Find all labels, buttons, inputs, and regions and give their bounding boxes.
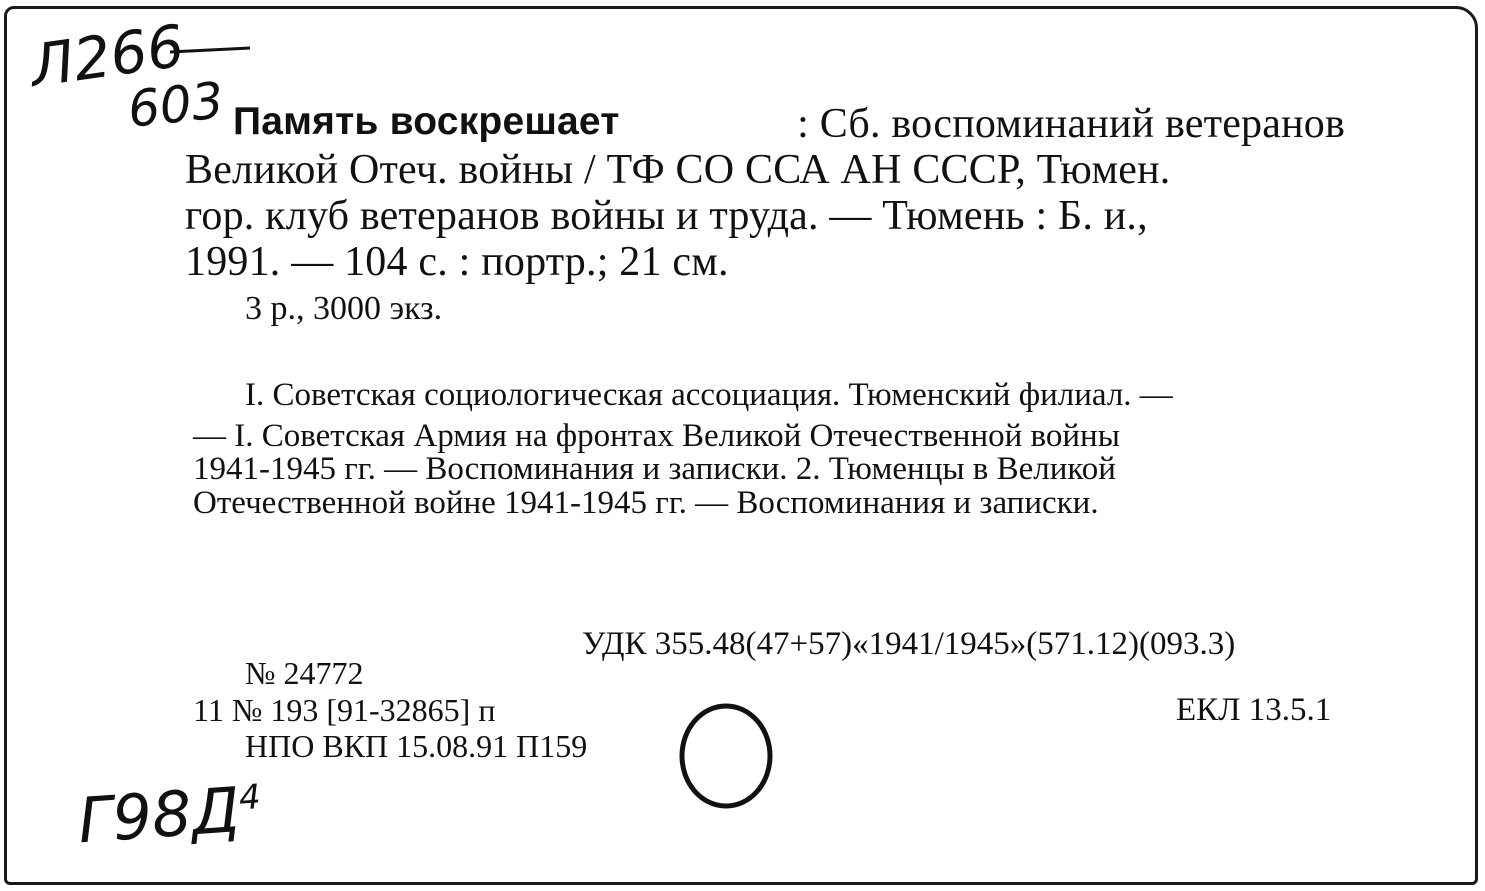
order-info: 11 № 193 [91-32865] п	[193, 692, 496, 728]
entry-text: гор. клуб ветеранов войны и труда. — Тюмень : Б. и.,	[185, 193, 1148, 239]
publisher-info: НПО ВКП 15.08.91 П159	[245, 728, 588, 764]
book-title: Память воскрешает	[233, 100, 620, 143]
subject-text: I. Советская социологическая ассоциация. Тюменский филиал. —	[245, 377, 1173, 413]
entry-text: : Сб. воспоминаний ветеранов	[797, 101, 1345, 147]
handwritten-code-superscript: 4	[237, 777, 262, 819]
price-line: 3 р., 3000 экз.	[245, 290, 443, 327]
card-number: № 24772	[245, 655, 364, 691]
subject-text: 1941-1945 гг. — Воспоминания и записки. 2. Тюменцы в Великой	[193, 451, 1116, 487]
subject-text: Отечественной войне 1941-1945 гг. — Воспоминания и записки.	[193, 485, 1099, 521]
handwritten-code-text: Г98Д	[75, 773, 243, 858]
handwritten-shelf-mark-bottom: 603	[125, 71, 227, 139]
hand-drawn-circle	[682, 706, 770, 806]
handwritten-divider-line	[170, 48, 250, 52]
subject-text: — I. Советская Армия на фронтах Великой Отечественной войны	[193, 418, 1120, 454]
ekl-code: ЕКЛ 13.5.1	[1176, 692, 1332, 728]
udk-code: УДК 355.48(47+57)«1941/1945»(571.12)(093.3)	[582, 626, 1236, 662]
entry-text: Великой Отеч. войны / ТФ СО ССА АН СССР, Тюмен.	[185, 147, 1171, 193]
handwritten-shelf-mark-top: Л266	[26, 11, 189, 101]
entry-text: 1991. — 104 с. : портр.; 21 см.	[185, 239, 729, 285]
